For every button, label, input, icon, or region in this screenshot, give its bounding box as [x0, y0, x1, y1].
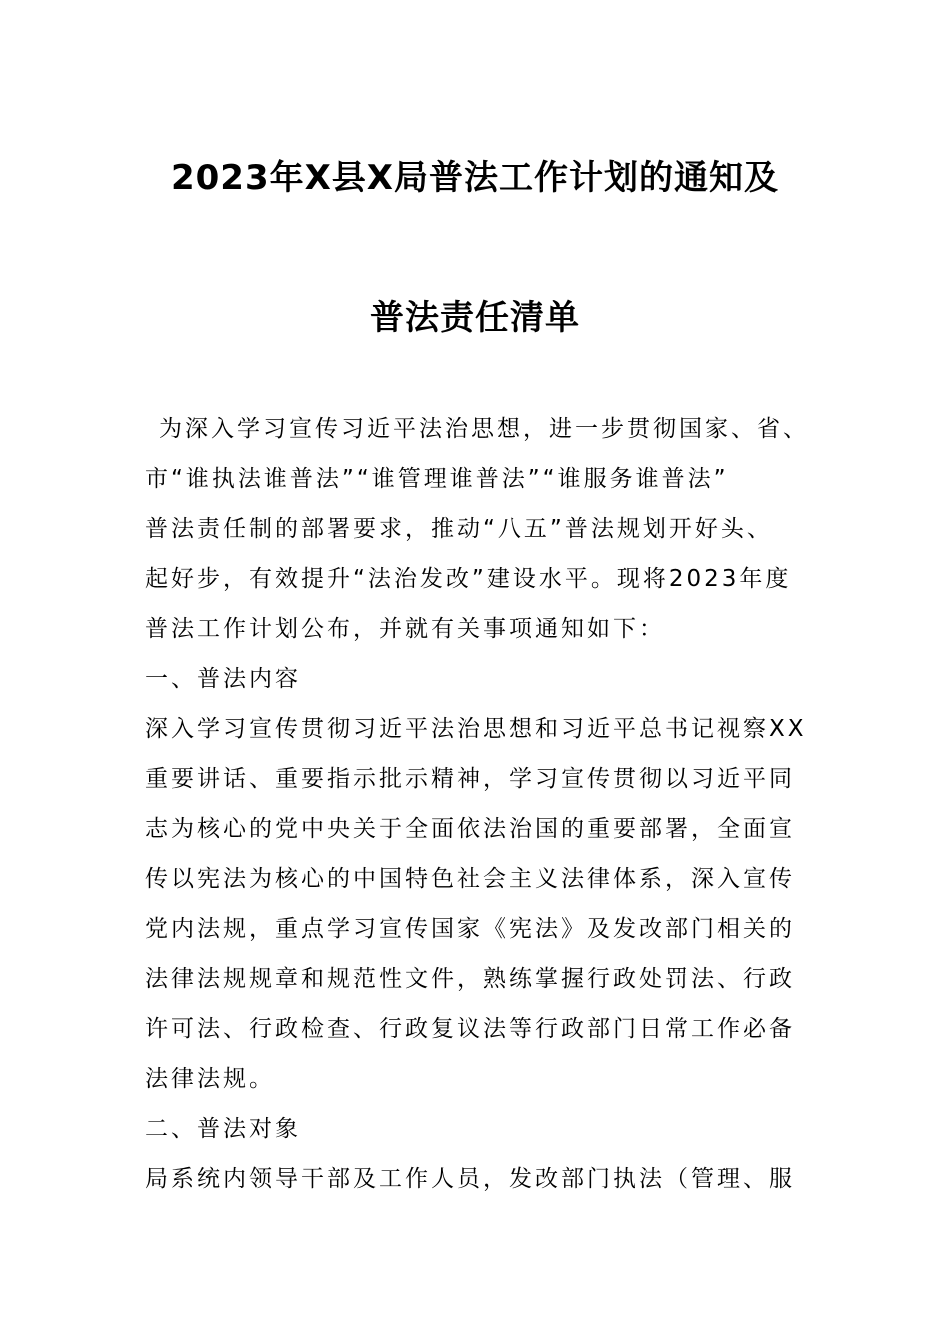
body-line-content-2: 重要讲话、重要指示批示精神，学习宣传贯彻以习近平同 [145, 766, 795, 792]
section-heading-audience: 二、普法对象 [145, 1116, 301, 1142]
document-title-line-1: 2023年X县X局普法工作计划的通知及 [170, 158, 780, 198]
body-line-content-1: 深入学习宣传贯彻习近平法治思想和习近平总书记视察XX [145, 716, 807, 742]
document-body [145, 404, 810, 1204]
body-line-content-4: 传以宪法为核心的中国特色社会主义法律体系，深入宣传 [145, 866, 795, 892]
body-line-content-3: 志为核心的党中央关于全面依法治国的重要部署，全面宣 [145, 816, 795, 842]
body-line-intro-2: 市“谁执法谁普法”“谁管理谁普法”“谁服务谁普法” [145, 466, 729, 492]
body-line-content-5: 党内法规，重点学习宣传国家《宪法》及发改部门相关的 [145, 916, 795, 942]
body-line-intro-4: 起好步，有效提升“法治发改”建设水平。现将2023年度 [145, 566, 792, 592]
section-heading-content: 一、普法内容 [145, 666, 301, 692]
body-line-content-6: 法律法规规章和规范性文件，熟练掌握行政处罚法、行政 [145, 966, 795, 992]
body-line-content-8: 法律法规。 [145, 1066, 275, 1092]
body-line-audience-1: 局系统内领导干部及工作人员，发改部门执法（管理、服 [145, 1166, 795, 1192]
body-line-intro-3: 普法责任制的部署要求，推动“八五”普法规划开好头、 [145, 516, 773, 542]
document-title-line-2: 普法责任清单 [370, 298, 580, 338]
body-line-intro-1: 为深入学习宣传习近平法治思想，进一步贯彻国家、省、 [159, 416, 809, 442]
body-line-intro-5: 普法工作计划公布，并就有关事项通知如下： [145, 616, 665, 642]
body-line-content-7: 许可法、行政检查、行政复议法等行政部门日常工作必备 [145, 1016, 795, 1042]
